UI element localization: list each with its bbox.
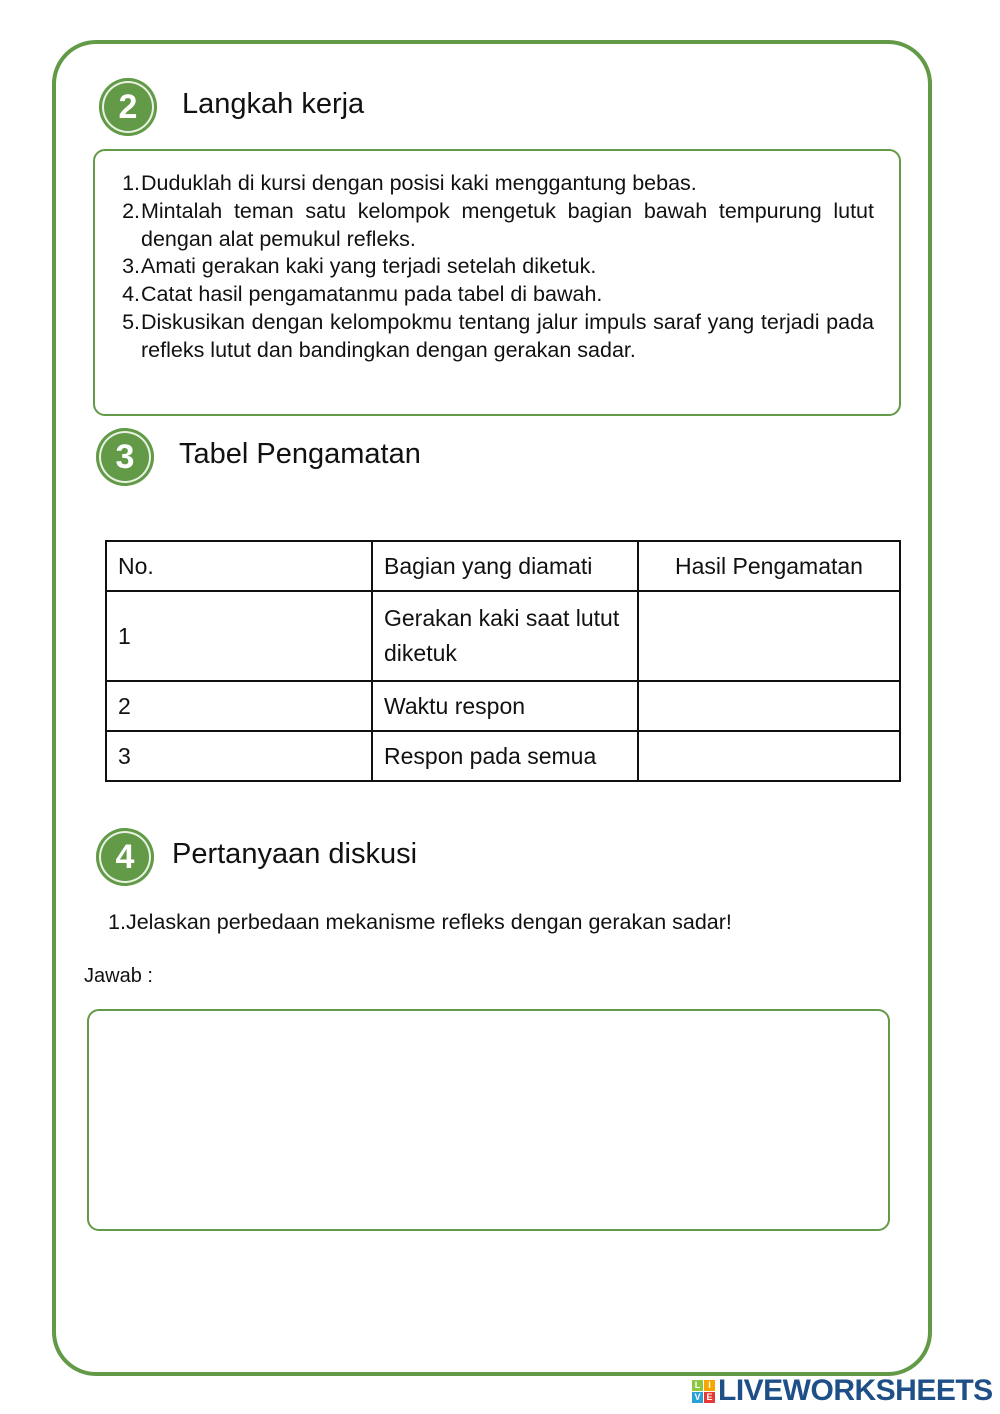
step-item <box>118 253 874 281</box>
logo-tile: L <box>692 1380 703 1391</box>
section-number-badge: 2 <box>99 78 157 136</box>
question-number: 1. <box>108 910 126 934</box>
observed-part: Waktu respon <box>372 681 638 731</box>
discussion-question <box>108 910 732 935</box>
step-number: 1. <box>122 171 140 195</box>
table-row <box>106 731 900 781</box>
step-text: Diskusikan dengan kelompokmu tentang jalur impuls saraf yang terjadi pada refleks lutut dan bandingkan dengan gerakan sadar. <box>141 309 874 362</box>
section-title: Tabel Pengamatan <box>179 438 421 470</box>
row-number: 3 <box>106 731 372 781</box>
step-number: 3. <box>122 254 140 279</box>
section-title: Pertanyaan diskusi <box>172 838 418 870</box>
step-text: Mintalah teman satu kelompok mengetuk bagian bawah tempurung lutut dengan alat pemukul refleks. <box>141 198 874 251</box>
step-item <box>118 309 874 365</box>
step-number: 4. <box>122 282 140 307</box>
logo-tile: I <box>704 1380 715 1391</box>
logo-tile: E <box>704 1392 715 1403</box>
logo-tile: V <box>692 1392 703 1403</box>
row-number: 1 <box>106 591 372 681</box>
step-text: Amati gerakan kaki yang terjadi setelah diketuk. <box>141 254 597 279</box>
observed-part: Gerakan kaki saat lutut diketuk <box>372 591 638 681</box>
step-item <box>118 198 874 254</box>
liveworksheets-logo <box>692 1374 993 1408</box>
table-row <box>106 681 900 731</box>
row-number: 2 <box>106 681 372 731</box>
header-cell: Bagian yang diamati <box>372 541 638 591</box>
section-title: Langkah kerja <box>182 88 365 120</box>
observation-table <box>105 540 901 782</box>
header-cell: No. <box>106 541 372 591</box>
section-number-badge: 4 <box>96 828 154 886</box>
logo-text: LIVEWORKSHEETS <box>718 1374 993 1407</box>
step-item <box>118 281 874 309</box>
logo-icon <box>692 1380 715 1403</box>
answer-label: Jawab : <box>84 965 153 987</box>
step-text: Duduklah di kursi dengan posisi kaki menggantung bebas. <box>141 171 697 195</box>
step-item <box>118 170 874 198</box>
answer-input[interactable] <box>87 1009 890 1231</box>
table-header-row <box>106 541 900 591</box>
question-text: Jelaskan perbedaan mekanisme refleks dengan gerakan sadar! <box>125 910 732 934</box>
table-row <box>106 591 900 681</box>
step-number: 5. <box>122 309 140 334</box>
step-text: Catat hasil pengamatanmu pada tabel di bawah. <box>141 282 603 307</box>
section-number-badge: 3 <box>96 428 154 486</box>
result-cell[interactable] <box>638 731 900 781</box>
result-cell[interactable] <box>638 591 900 681</box>
result-cell[interactable] <box>638 681 900 731</box>
header-cell: Hasil Pengamatan <box>638 541 900 591</box>
steps-list <box>118 170 874 365</box>
observed-part: Respon pada semua <box>372 731 638 781</box>
step-number: 2. <box>122 198 140 223</box>
